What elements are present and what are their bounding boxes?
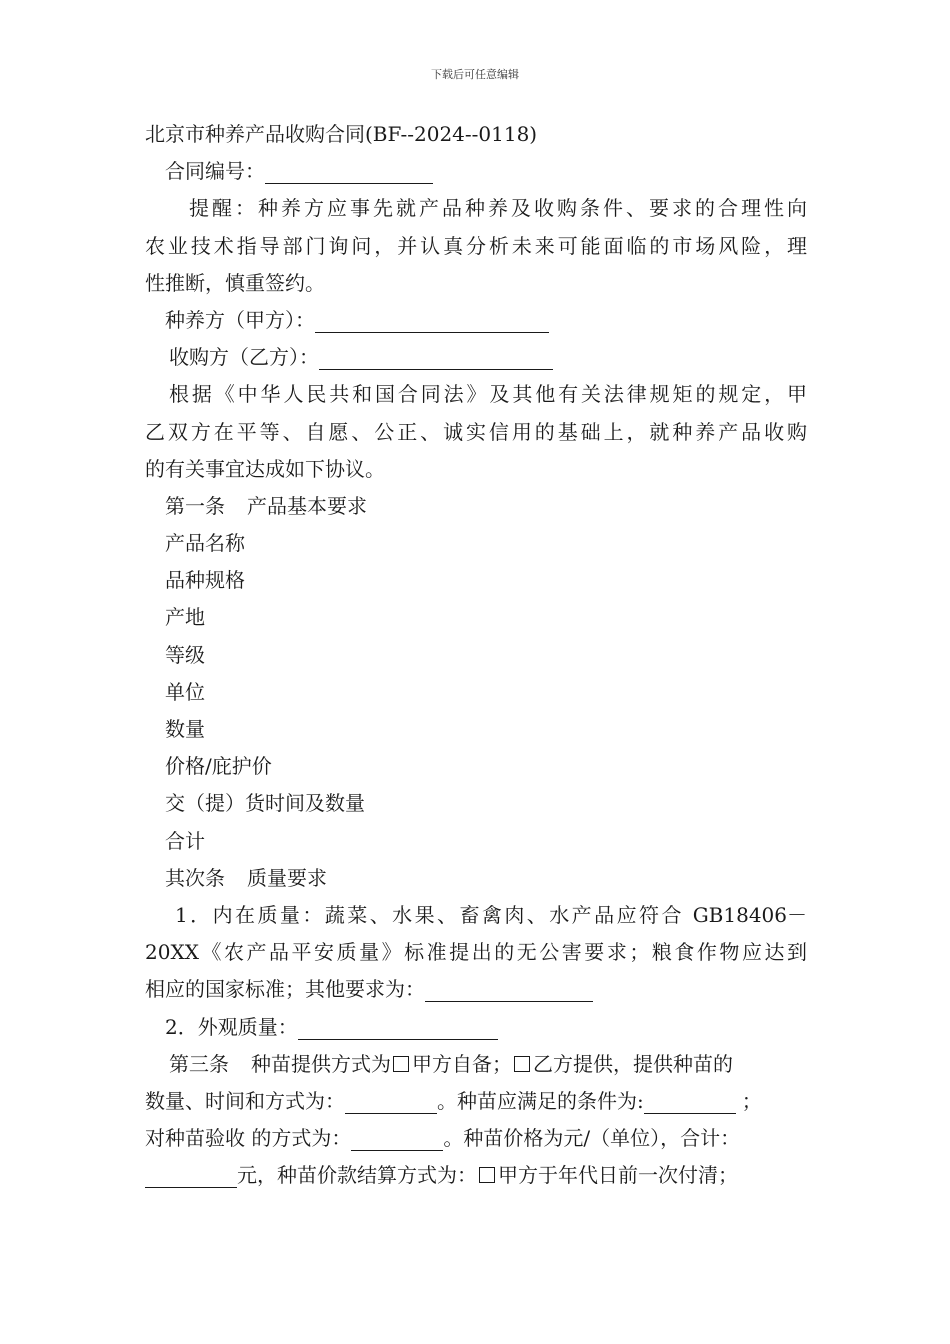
party-a-label: 种养方（甲方）：: [165, 307, 315, 332]
seedling-quantity-blank: [345, 1091, 437, 1114]
article-3-l3-text-a: 对种苗验收 的方式为：: [145, 1126, 352, 1151]
party-a-blank: [315, 310, 549, 333]
item-product-name: 产品名称: [165, 531, 245, 556]
article-3-line-2: [145, 1083, 807, 1120]
article-3-l2-text-c: ；: [741, 1088, 762, 1113]
quality-other-blank: [425, 979, 593, 1002]
article-3-line-1: [145, 1046, 807, 1083]
article-3-l2-text-b: 。种苗应满足的条件为:: [437, 1088, 644, 1113]
contract-number-line: [145, 153, 807, 190]
article-3-l4-text-b: 甲方于年代日前一次付清；: [498, 1163, 738, 1188]
item-grade: 等级: [165, 642, 205, 667]
article-2-number: 其次条: [165, 865, 225, 890]
article-2-title: 质量要求: [247, 865, 327, 890]
checkbox-party-a-self[interactable]: [393, 1056, 409, 1072]
contract-number-label: 合同编号：: [165, 159, 265, 184]
seedling-inspection-blank: [351, 1128, 443, 1151]
article-3-line-3: [145, 1120, 807, 1157]
party-b-blank: [319, 347, 553, 370]
article-3-l2-text-a: 数量、时间和方式为：: [145, 1088, 345, 1113]
article-3-l3-text-b: 。种苗价格为元/（单位），合计：: [443, 1126, 741, 1151]
quality-1-line-3: [145, 971, 807, 1008]
article-3-l4-text-a: 元，种苗价款结算方式为：: [237, 1163, 477, 1188]
reminder-line-1: 提醒：种养方应事先就产品种养及收购条件、要求的合理性向: [189, 196, 807, 221]
item-price: 价格/庇护价: [165, 754, 272, 779]
quality-2-text: 2．外观质量：: [165, 1014, 298, 1039]
quality-1-text: 相应的国家标准；其他要求为：: [145, 977, 425, 1002]
item-origin: 产地: [165, 605, 205, 630]
article-1-heading: [145, 488, 807, 525]
article-3-number: 第三条: [169, 1051, 229, 1076]
article-3-text-c: 乙方提供，提供种苗的: [533, 1051, 733, 1076]
item-delivery-time: 交（提）货时间及数量: [165, 791, 365, 816]
party-b-label: 收购方（乙方）：: [169, 345, 319, 370]
appearance-quality-blank: [298, 1017, 498, 1040]
checkbox-party-a-pay-once[interactable]: [479, 1167, 495, 1183]
party-b-line: [145, 339, 807, 376]
basis-line-1: 根据《中华人民共和国合同法》及其他有关法律规矩的规定，甲: [169, 382, 807, 407]
item-unit: 单位: [165, 679, 205, 704]
header-note: 下载后可任意编辑: [431, 68, 519, 81]
reminder-line-2: 农业技术指导部门询问，并认真分析未来可能面临的市场风险，理: [145, 233, 807, 258]
article-3-text-b: 甲方自备；: [412, 1051, 512, 1076]
reminder-line-3: 性推断，慎重签约。: [145, 270, 325, 295]
document-body: [145, 116, 807, 1194]
item-total: 合计: [165, 828, 205, 853]
quality-1-line-2: 20XX《农产品平安质量》标准提出的无公害要求；粮食作物应达到: [145, 940, 807, 965]
article-2-heading: [145, 860, 807, 897]
checkbox-party-b-provide[interactable]: [514, 1056, 530, 1072]
basis-line-3: 的有关事宜达成如下协议。: [145, 456, 385, 481]
seedling-total-blank: [145, 1165, 237, 1188]
party-a-line: [145, 302, 807, 339]
quality-1-line-1: 1．内在质量：蔬菜、水果、畜禽肉、水产品应符合 GB18406－: [175, 902, 807, 927]
article-1-title: 产品基本要求: [247, 493, 367, 518]
item-variety-spec: 品种规格: [165, 568, 245, 593]
basis-line-2: 乙双方在平等、自愿、公正、诚实信用的基础上，就种养产品收购: [145, 419, 807, 444]
article-1-number: 第一条: [165, 493, 225, 518]
seedling-condition-blank: [644, 1091, 736, 1114]
item-quantity: 数量: [165, 717, 205, 741]
quality-2-line: [145, 1009, 807, 1046]
article-3-text-a: 种苗提供方式为: [251, 1051, 391, 1076]
contract-title: 北京市种养产品收购合同(BF--2024--0118): [145, 122, 538, 146]
article-3-line-4: [145, 1157, 807, 1194]
contract-number-blank: [265, 161, 433, 184]
